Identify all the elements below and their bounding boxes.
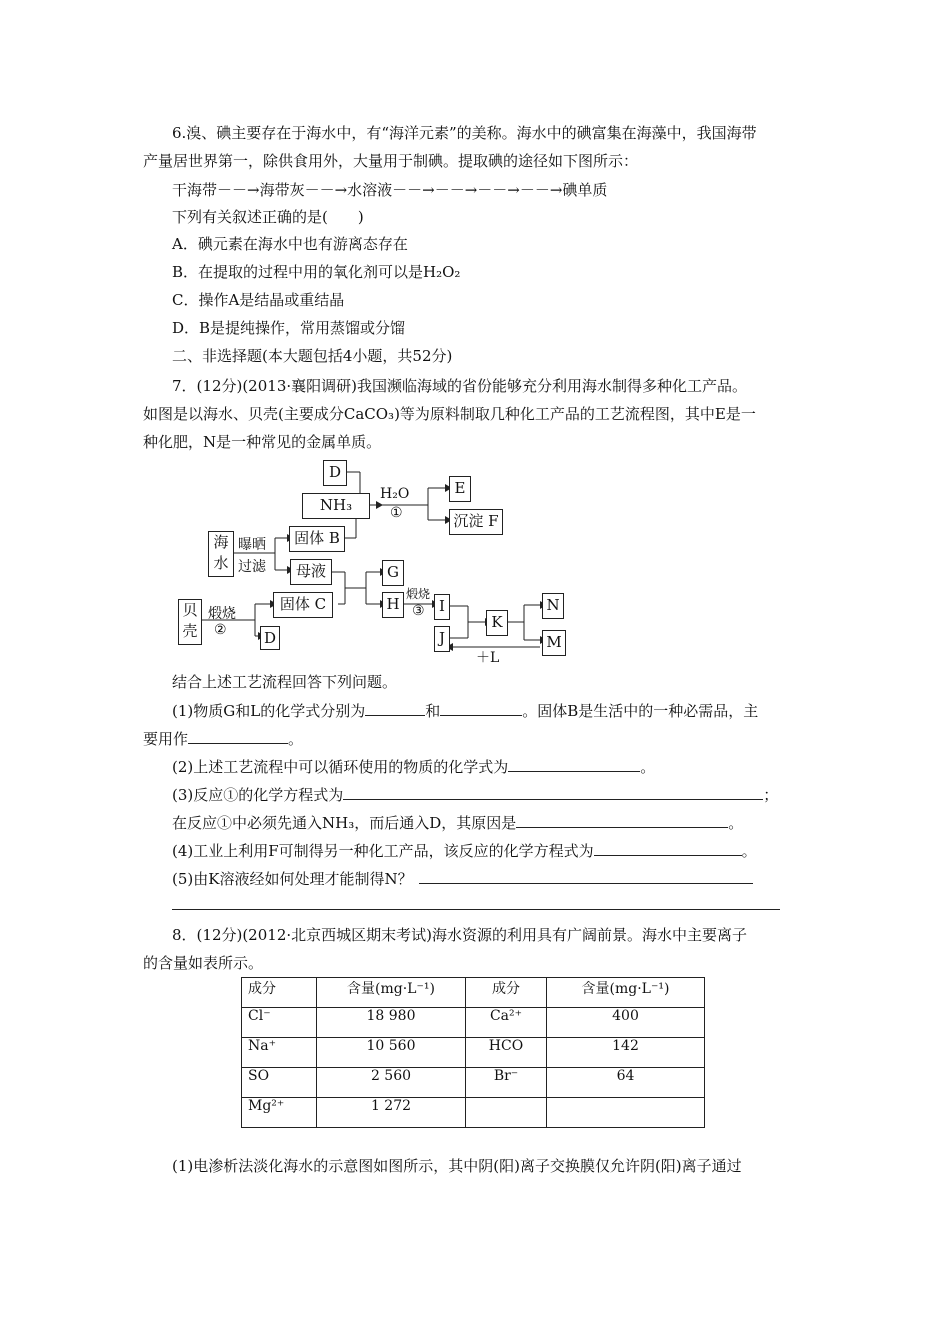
q7-part-1-cont [143,728,303,749]
table-row [242,1098,705,1128]
q7-p5-text-a: (5)由K溶液经如何处理才能制得N？ [172,870,413,888]
answer-blank-use-b[interactable] [188,728,288,744]
q7-p4-text-a: (4)工业上利用F可制得另一种化工产品，该反应的化学方程式为 [172,842,594,860]
answer-blank-process-k[interactable] [419,868,753,884]
table-header: 含量(mg·L⁻¹) [547,978,705,1008]
table-cell: HCO [466,1038,547,1068]
table-header: 成分 [466,978,547,1008]
table-cell: 10 560 [317,1038,466,1068]
table-cell [466,1098,547,1128]
q8-line-1: 8．(12分)(2012·北京西城区期末考试)海水资源的利用具有广阔前景。海水中主要离子 [172,926,747,944]
q7-p1-text-d: 要用作 [143,730,189,748]
q7-part-3-cont [172,812,743,833]
q7-p3-text-d: 。 [728,814,744,832]
section-2-heading: 二、非选择题(本大题包括4小题，共52分) [172,347,453,365]
q7-line-2a: 如图是以海水、贝壳(主要成分 [143,405,344,423]
q6-line-1: 6.溴、碘主要存在于海水中，有“海洋元素”的美称。海水中的碘富集在海藻中，我国海带 [172,124,757,142]
node-shell: 贝壳 [178,599,202,645]
answer-blank-l[interactable] [440,700,522,716]
q6-option-c: C．操作A是结晶或重结晶 [172,291,345,309]
q7-line-2b: )等为原料制取几种化工产品的工艺流程图，其中E是一 [394,405,756,423]
q7-part-5 [172,868,753,889]
ion-content-table [241,977,705,1128]
table-cell: 1 272 [317,1098,466,1128]
table-cell: Cl⁻ [242,1008,317,1038]
table-header: 含量(mg·L⁻¹) [317,978,466,1008]
table-row [242,1068,705,1098]
answer-blank-g[interactable] [365,700,425,716]
answer-blank-equation-f[interactable] [594,840,742,856]
node-n: N [542,593,564,619]
table-cell: 64 [547,1068,705,1098]
table-cell: SO [242,1068,317,1098]
q6-option-b-text: B．在提取的过程中用的氧化剂可以是 [172,263,424,281]
table-cell: 400 [547,1008,705,1038]
label-reaction-1: ① [390,505,403,521]
q7-p1-text-a: (1)物质G和L的化学式分别为 [172,702,366,720]
table-header-row [242,978,705,1008]
q7-p1-text-b: 和 [425,702,441,720]
label-calcine-3: 煅烧 [406,587,431,601]
node-g: G [382,560,404,586]
label-calcine-2: 煅烧 [208,606,236,622]
caco3-formula: CaCO₃ [343,405,395,423]
table-cell [547,1098,705,1128]
node-e: E [449,476,471,502]
table-cell: Ca²⁺ [466,1008,547,1038]
q6-option-a: A．碘元素在海水中也有游离态存在 [172,235,408,253]
q7-intro: 结合上述工艺流程回答下列问题。 [172,673,398,691]
q6-option-d: D．B是提纯操作，常用蒸馏或分馏 [172,319,406,337]
answer-blank-reason[interactable] [516,812,728,828]
table-cell: Mg²⁺ [242,1098,317,1128]
label-sun-dry: 曝晒 [238,537,266,553]
q7-line-3: 种化肥，N是一种常见的金属单质。 [143,433,382,451]
q7-part-3 [172,784,778,805]
q7-p4-text-b: 。 [741,842,757,860]
q7-p2-text-b: 。 [640,758,656,776]
node-solid-b: 固体 B [289,526,345,552]
q7-p3-text-b: ； [763,786,779,804]
node-d-bottom: D [260,626,280,650]
table-cell: Na⁺ [242,1038,317,1068]
q7-p3-text-c: 在反应①中必须先通入NH₃，而后通入D，其原因是 [172,814,517,832]
answer-blank-equation-1[interactable] [343,784,763,800]
q7-part-1 [172,700,758,721]
q7-part-4 [172,840,757,861]
q6-line-2: 产量居世界第一，除供食用外，大量用于制碘。提取碘的途径如下图所示： [143,152,639,170]
label-reaction-3: ③ [412,603,425,619]
label-h2o: H₂O [380,486,410,502]
q7-p1-text-e: 。 [288,730,304,748]
table-cell: Br⁻ [466,1068,547,1098]
node-seawater: 海水 [208,531,234,577]
node-h: H [382,592,404,618]
table-cell: 142 [547,1038,705,1068]
answer-blank-recycle[interactable] [508,756,640,772]
answer-blank-process-k-2[interactable] [172,894,780,910]
table-header: 成分 [242,978,317,1008]
node-d-top: D [323,460,347,486]
h2o2-formula: H₂O₂ [423,263,461,281]
q7-part-2 [172,756,655,777]
q8-line-2: 的含量如表所示。 [143,954,264,972]
node-m: M [542,630,566,656]
node-mother-liquor: 母液 [290,559,332,585]
q6-stem: 下列有关叙述正确的是( ) [172,208,364,226]
table-cell: 18 980 [317,1008,466,1038]
label-plus-l: ＋L [476,650,500,666]
q8-part-1: (1)电渗析法淡化海水的示意图如图所示，其中阴(阳)离子交换膜仅允许阴(阳)离子通过 [172,1157,742,1175]
q6-flow: 干海带－－→海带灰－－→水溶液－－→－－→－－→－－→碘单质 [172,181,608,199]
table-row [242,1038,705,1068]
node-j: J [434,626,450,652]
q7-line-1: 7．(12分)(2013·襄阳调研)我国濒临海域的省份能够充分利用海水制得多种化工产品。 [172,377,747,395]
table-row [242,1008,705,1038]
node-nh3: NH₃ [302,493,370,519]
node-k: K [486,610,508,636]
q7-part-5-cont [172,894,780,915]
label-filter: 过滤 [238,559,266,575]
node-precipitate-f: 沉淀 F [449,509,503,535]
node-solid-c: 固体 C [273,592,333,618]
label-reaction-2: ② [214,622,227,638]
q7-p1-text-c: 。固体B是生活中的一种必需品，主 [522,702,759,720]
node-i: I [434,594,450,620]
q7-p2-text-a: (2)上述工艺流程中可以循环使用的物质的化学式为 [172,758,509,776]
table-cell: 2 560 [317,1068,466,1098]
q7-p3-text-a: (3)反应①的化学方程式为 [172,786,344,804]
